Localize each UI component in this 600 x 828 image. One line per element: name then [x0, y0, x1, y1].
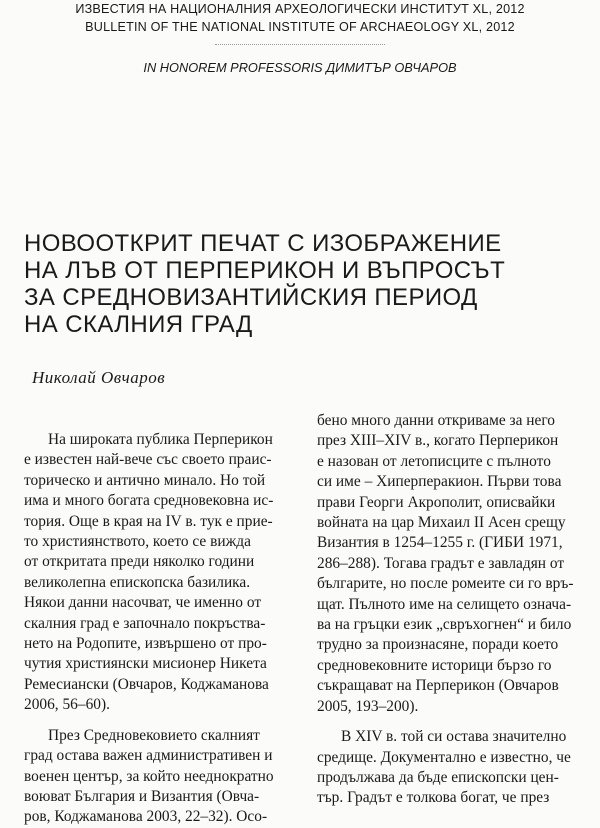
article-title — [24, 230, 584, 338]
text-line: На широката публика Перперикон — [48, 431, 273, 448]
right-column — [317, 411, 593, 809]
paragraph-gap — [317, 717, 593, 727]
text-line: Някои данни насочват, че именно от — [24, 594, 262, 612]
text-line: войната на цар Михаил II Асен срещу — [317, 514, 566, 532]
text-line: чутия християнски мисионер Никета — [24, 655, 267, 673]
text-line: е известен най-вече със своето праис- — [24, 451, 272, 469]
text-line: 2006, 56–60). — [24, 696, 110, 714]
text-line: то християнството, което се вижда — [24, 533, 251, 551]
text-line: през XIII–XIV в., когато Перперикон — [317, 432, 559, 450]
journal-header-english: BULLETIN OF THE NATIONAL INSTITUTE OF ARCHAEOLOGY XL, 2012 — [85, 20, 515, 34]
text-line: 2005, 193–200). — [317, 697, 419, 715]
text-line: ров, Коджаманова 2003, 22–32). Осо- — [24, 808, 268, 826]
journal-header-bulgarian: ИЗВЕСТИЯ НА НАЦИОНАЛНИЯ АРХЕОЛОГИЧЕСКИ ИНСТИТУТ XL, 2012 — [75, 2, 525, 16]
text-line: военен център, за който нееднократно — [24, 767, 274, 785]
text-line: град остава важен административен и — [24, 747, 273, 765]
article-author: Николай Овчаров — [32, 368, 166, 387]
text-line: тър. Градът е толкова богат, че през — [317, 789, 550, 807]
text-line: прави Георги Акрополит, описвайки — [317, 493, 556, 511]
text-line: от откритата преди няколко години — [24, 553, 255, 571]
text-line: трудно за произнасяне, поради което — [317, 636, 559, 654]
text-line: българите, но после ромеите си го връ- — [317, 575, 574, 593]
title-line: НА СКАЛНИЯ ГРАД — [24, 311, 253, 338]
text-line: скалния град е започнало покръства- — [24, 614, 266, 632]
text-line: В XIV в. той си остава значително — [341, 728, 567, 746]
text-line: продължава да бъде епископски цен- — [317, 768, 559, 786]
text-line: бено много данни откриваме за него — [317, 412, 555, 429]
text-line: е назован от летописците с пълното — [317, 452, 551, 470]
text-line: има и много богата средновековна ис- — [24, 492, 274, 510]
text-line: средновековните историци бързо го — [317, 656, 552, 674]
text-line: средище. Документално е известно, че — [317, 748, 571, 766]
text-line: тория. Още в края на IV в. тук е прие- — [24, 512, 273, 530]
text-line: ва на гръцки език „свръхогнен“ и било — [317, 616, 572, 634]
text-line: торическо и антично минало. Но той — [24, 471, 266, 489]
header-divider — [215, 44, 385, 45]
title-line: НОВООТКРИТ ПЕЧАТ С ИЗОБРАЖЕНИЕ — [24, 230, 502, 257]
text-line: щат. Пълното име на селището означа- — [317, 595, 572, 613]
text-line: съкращават на Перперикон (Овчаров — [317, 677, 559, 695]
text-line: великолепна епископска базилика. — [24, 573, 251, 591]
title-line: НА ЛЪВ ОТ ПЕРПЕРИКОН И ВЪПРОСЪТ — [24, 257, 506, 284]
text-line: си име – Хиперперакион. Първи това — [317, 473, 562, 491]
text-line: нето на Родопите, извършено от про- — [24, 635, 267, 653]
paragraph-gap — [24, 716, 298, 726]
text-line: воюват България и Византия (Овча- — [24, 787, 260, 805]
left-column — [24, 430, 298, 828]
text-line: 286–288). Тогава градът е завладян от — [317, 554, 565, 572]
text-line: Ремесиански (Овчаров, Коджаманова — [24, 675, 269, 693]
text-line: Византия в 1254–1255 г. (ГИБИ 1971, — [317, 534, 563, 552]
title-line: ЗА СРЕДНОВИЗАНТИЙСКИЯ ПЕРИОД — [24, 284, 478, 311]
text-line: През Средновековието скалният — [48, 726, 260, 744]
in-honorem-line: IN HONOREM PROFESSORIS ДИМИТЪР ОВЧАРОВ — [143, 60, 457, 75]
